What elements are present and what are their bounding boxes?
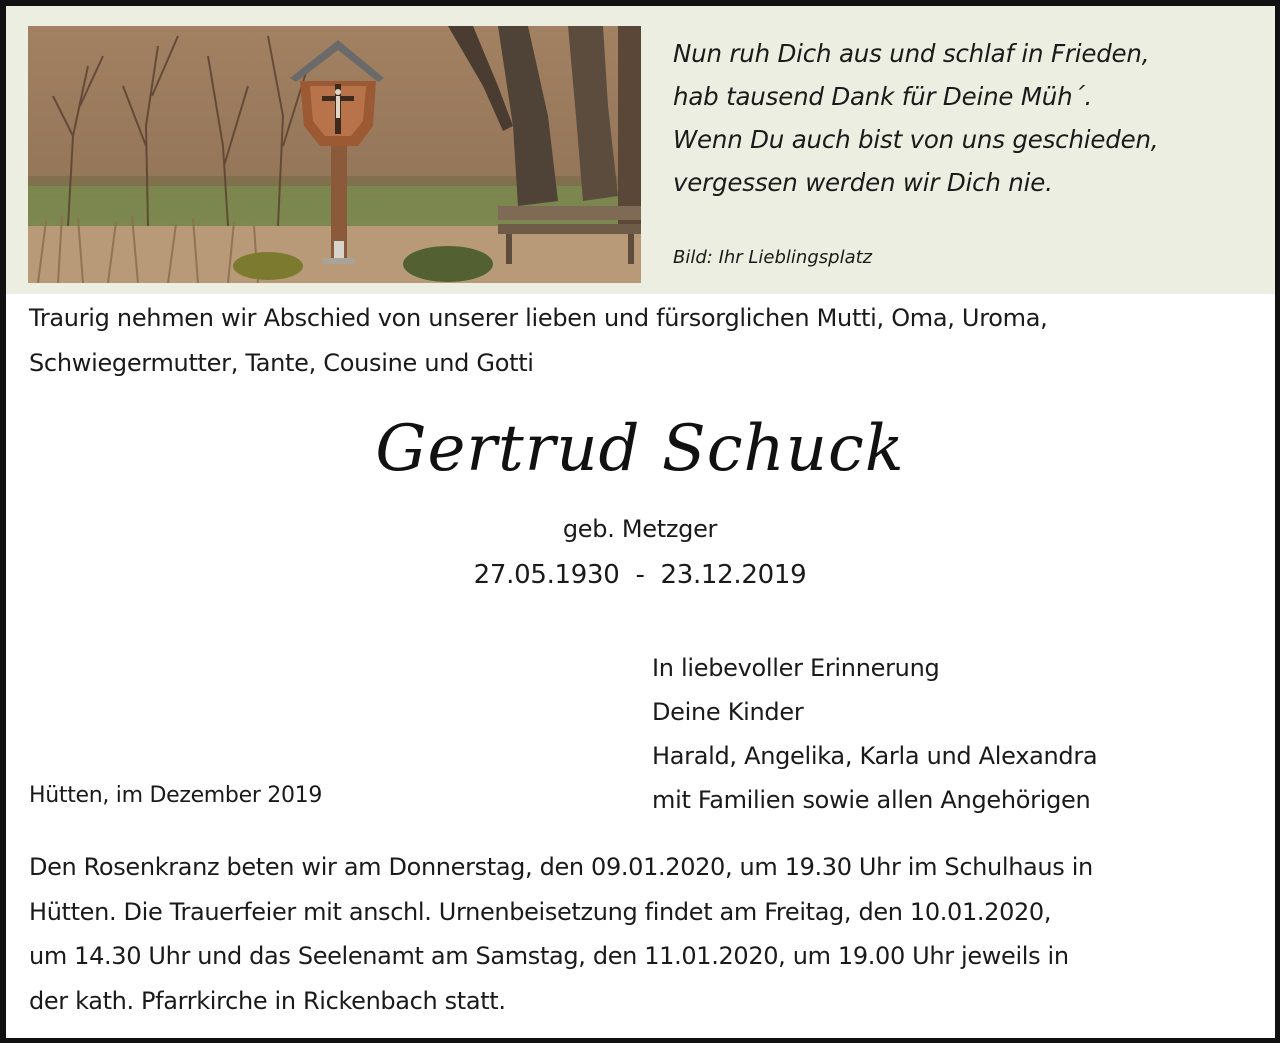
deceased-name: Gertrud Schuck [375,412,905,486]
place-date: Hütten, im Dezember 2019 [29,783,323,808]
poem [673,32,1158,204]
intro-line: Schwiegermutter, Tante, Cousine und Gotti [29,349,534,377]
memorial-photo [28,26,641,283]
poem-line: vergessen werden wir Dich nie. [673,168,1053,197]
service-line: der kath. Pfarrkirche in Rickenbach statt. [29,986,506,1015]
life-dates: 27.05.1930 - 23.12.2019 [473,560,807,590]
family-line: mit Familien sowie allen Angehörigen [652,786,1091,814]
family-signature [652,646,1097,822]
family-line: Deine Kinder [652,698,804,726]
service-line: Den Rosenkranz beten wir am Donnerstag, den 09.01.2020, um 19.30 Uhr im Schulhaus in [29,853,1093,881]
poem-line: hab tausend Dank für Deine Müh´. [673,82,1093,111]
family-line: In liebevoller Erinnerung [652,654,940,682]
service-line: um 14.30 Uhr und das Seelenamt am Samstag, den 11.01.2020, um 19.00 Uhr jeweils in [29,942,1069,970]
poem-line: Nun ruh Dich aus und schlaf in Frieden, [673,39,1150,68]
maiden-name: geb. Metzger [562,515,718,543]
service-info [29,845,1093,1023]
service-line: Hütten. Die Trauerfeier mit anschl. Urnenbeisetzung findet am Freitag, den 10.01.2020, [29,897,1052,926]
intro-line: Traurig nehmen wir Abschied von unserer lieben und fürsorglichen Mutti, Oma, Uroma, [29,304,1048,332]
photo-caption: Bild: Ihr Lieblingsplatz [673,247,873,268]
photo-wayside-cross-icon [28,26,641,283]
intro-text [29,296,1047,386]
family-line: Harald, Angelika, Karla und Alexandra [652,742,1098,770]
poem-line: Wenn Du auch bist von uns geschieden, [673,125,1159,154]
